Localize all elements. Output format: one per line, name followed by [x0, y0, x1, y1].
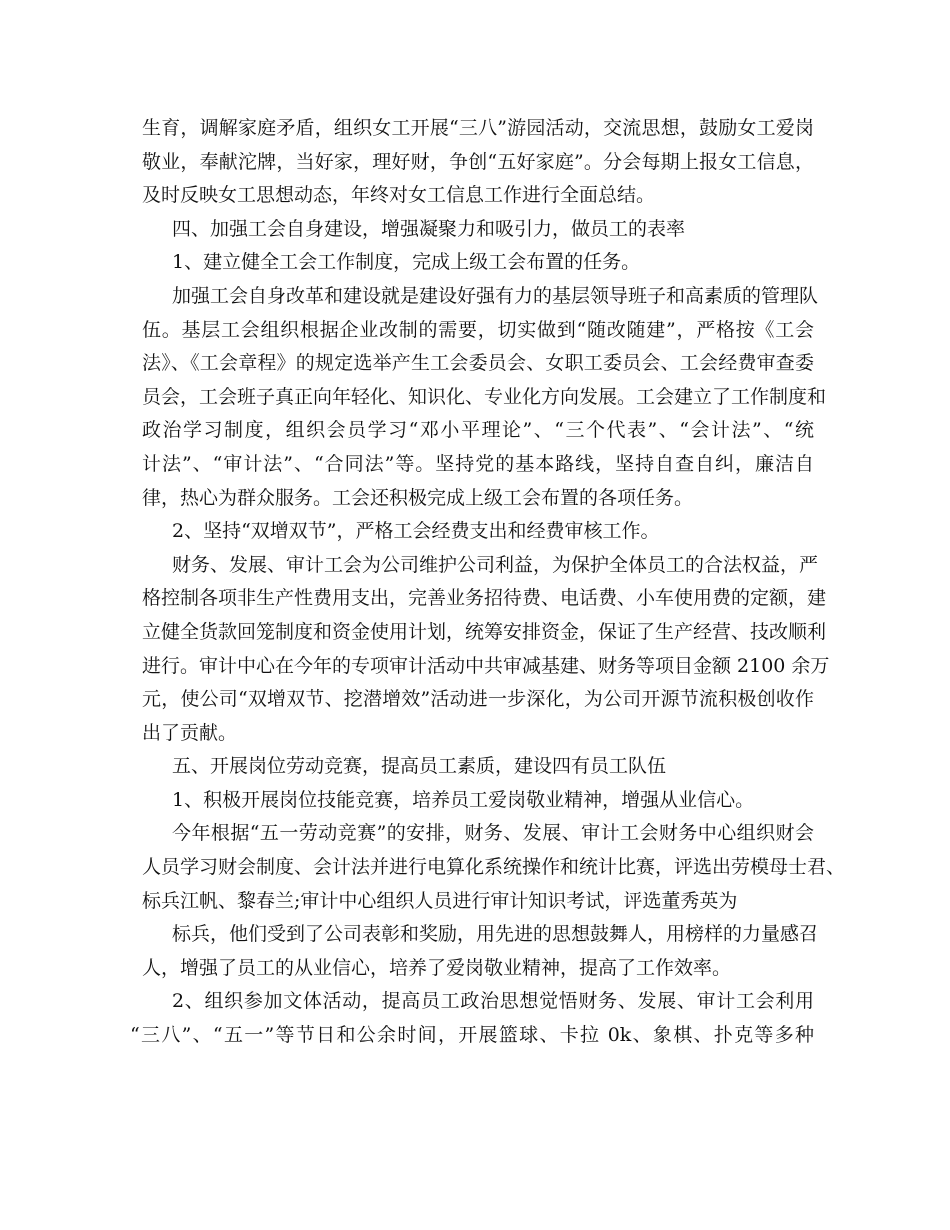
text-line: 法》、《工会章程》的规定选举产生工会委员会、女职工委员会、工会经费审查委: [142, 352, 814, 375]
subsection-heading: 2、坚持“双增双节”，严格工会经费支出和经费审核工作。: [172, 520, 660, 543]
text-line: 加强工会自身改革和建设就是建设好强有力的基层领导班子和高素质的管理队: [172, 284, 819, 307]
section-heading: 五、开展岗位劳动竞赛，提高员工素质，建设四有员工队伍: [172, 755, 667, 778]
text-line: 律，热心为群众服务。工会还积极完成上级工会布置的各项任务。: [142, 486, 694, 509]
text-line: 标兵，他们受到了公司表彰和奖励，用先进的思想鼓舞人，用榜样的力量感召: [172, 923, 819, 946]
section-heading: 四、加强工会自身建设，增强凝聚力和吸引力，做员工的表率: [172, 217, 686, 240]
text-line: 伍。基层工会组织根据企业改制的需要，切实做到“随改随建”，严格按《工会: [142, 318, 814, 341]
text-line: 出了贡献。: [142, 721, 238, 744]
text-line: 敬业，奉献沱牌，当好家，理好财，争创“五好家庭”。分会每期上报女工信息，: [142, 150, 814, 173]
text-line: “三八”、“五一”等节日和公余时间，开展篮球、卡拉 0k、象棋、扑克等多种: [130, 1024, 814, 1047]
text-line: 进行。审计中心在今年的专项审计活动中共审减基建、财务等项目金额 2100 余万: [142, 654, 830, 677]
text-line: 政治学习制度，组织会员学习“邓小平理论”、“三个代表”、“会计法”、“统: [142, 419, 814, 442]
body-text: [130, 112, 846, 1053]
text-line: 元，使公司“双增双节、挖潜增效”活动进一步深化，为公司开源节流积极创收作: [142, 688, 814, 711]
text-line: 标兵江帆、黎春兰;审计中心组织人员进行审计知识考试，评选董秀英为: [142, 889, 738, 912]
subsection-heading: 1、积极开展岗位技能竞赛，培养员工爱岗敬业精神，增强从业信心。: [172, 788, 755, 811]
subsection-heading: 1、建立健全工会工作制度，完成上级工会布置的任务。: [172, 251, 641, 274]
text-line: 员会，工会班子真正向年轻化、知识化、专业化方向发展。工会建立了工作制度和: [142, 385, 827, 408]
subsection-heading: 2、组织参加文体活动，提高员工政治思想觉悟财务、发展、审计工会利用: [172, 990, 814, 1013]
text-line: 立健全货款回笼制度和资金使用计划，统筹安排资金，保证了生产经营、技改顺利: [142, 620, 827, 643]
text-line: 人员学习财会制度、会计法并进行电算化系统操作和统计比赛，评选出劳模母士君、: [142, 856, 846, 879]
text-line: 生育，调解家庭矛盾，组织女工开展“三八”游园活动，交流思想，鼓励女工爱岗: [142, 117, 814, 139]
text-line: 人，增强了员工的从业信心，培养了爱岗敬业精神，提高了工作效率。: [142, 956, 732, 979]
text-line: 格控制各项非生产性费用支出，完善业务招待费、电话费、小车使用费的定额，建: [142, 587, 827, 610]
text-line: 财务、发展、审计工会为公司维护公司利益，为保护全体员工的合法权益，严: [172, 553, 819, 576]
text-line: 及时反映女工思想动态，年终对女工信息工作进行全面总结。: [142, 184, 656, 207]
text-line: 计法”、“审计法”、“合同法”等。坚持党的基本路线，坚持自查自纠，廉洁自: [142, 452, 814, 475]
text-line: 今年根据“五一劳动竞赛”的安排，财务、发展、审计工会财务中心组织财会: [172, 822, 814, 845]
